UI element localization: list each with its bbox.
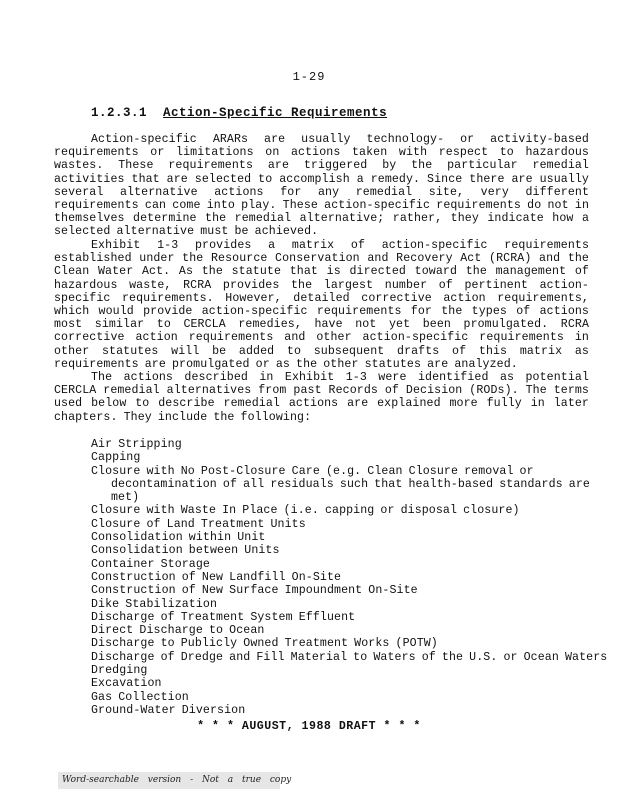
list-item: Container Storage (91, 557, 210, 571)
list-item: Air Stripping (91, 438, 182, 451)
list-item: Consolidation between Units (91, 544, 280, 558)
list-item: Capping (91, 451, 141, 465)
section-number: 1.2.3.1 (91, 106, 148, 120)
remedial-action-list (91, 438, 608, 717)
list-item: Ground-Water Diversion (91, 703, 246, 717)
list-item: Dike Stabilization (91, 597, 218, 611)
watermark-banner: Word-searchable version - Not a true copy (58, 772, 280, 789)
list-item: Closure with No Post-Closure Care (e.g. Clean Closure removal or decontamination of all residuals such that health-based standards are met) (91, 464, 590, 505)
page-number: 1-29 (292, 70, 326, 84)
list-item: Gas Collection (91, 690, 189, 704)
list-item: Closure of Land Treatment Units (91, 517, 306, 531)
list-item: Excavation (91, 677, 162, 691)
list-item: Discharge to Publicly Owned Treatment Works (POTW) (91, 637, 438, 651)
paragraph-exhibit-matrix: Exhibit 1-3 provides a matrix of action-specific requirements established under the Resource Conservation and Recovery Act (RCRA) and the Clean Water Act. As the statute that is directed toward the management of hazardous waste, RCRA provides the largest number of pertinent action-specific requirements. However, detailed corrective action requirements, which would provide action-specific requirements for the types of actions most similar to CERCLA remedies, have not yet been promulgated. RCRA corrective action requirements and other action-specific requirements in other statutes will be added to subsequent drafts of this matrix as requirements are promulgated or as the other statutes are analyzed. (54, 239, 589, 371)
section-heading (91, 106, 387, 120)
draft-footer: * * * AUGUST, 1988 DRAFT * * * (197, 720, 421, 733)
list-item: Construction of New Surface Impoundment On-Site (91, 584, 418, 598)
list-item: Direct Discharge to Ocean (91, 624, 265, 638)
paragraph-action-specific-arars: Action-specific ARARs are usually technology- or activity-based requirements or limitations on actions taken with respect to hazardous wastes. These requirements are triggered by the particular remedial activities that are selected to accomplish a remedy. Since there are usually several alternative actions for any remedial site, very different requirements can come into play. These action-specific requirements do not in themselves determine the remedial alternative; rather, they indicate how a selected alternative must be achieved. (54, 133, 589, 239)
list-item: Discharge of Dredge and Fill Material to Waters of the U.S. or Ocean Waters (91, 650, 608, 664)
list-item: Consolidation within Unit (91, 531, 266, 545)
list-item: Closure with Waste In Place (i.e. capping or disposal closure) (91, 504, 520, 518)
paragraph-actions-intro: The actions described in Exhibit 1-3 were identified as potential CERCLA remedial alternatives from past Records of Decision (RODs). The terms used below to describe remedial actions are explained more fully in later chapters. They include the following: (54, 371, 589, 424)
section-title: Action-Specific Requirements (163, 106, 388, 120)
list-item: Discharge of Treatment System Effluent (91, 610, 356, 624)
list-item: Dredging (91, 664, 148, 678)
list-item: Construction of New Landfill On-Site (91, 570, 342, 584)
